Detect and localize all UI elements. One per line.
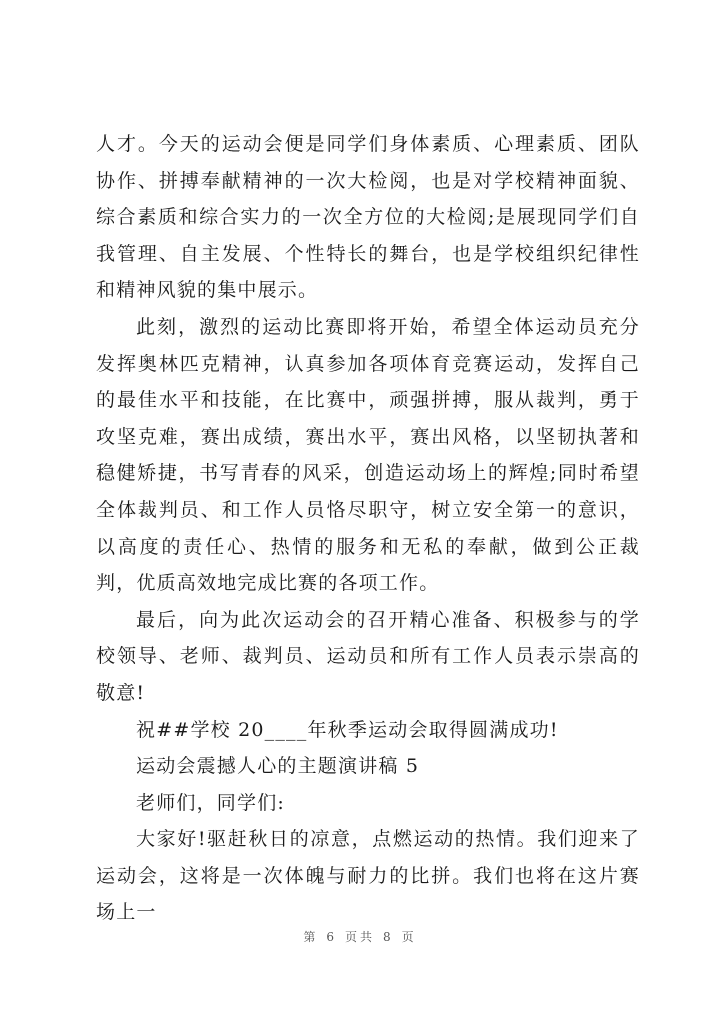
paragraph-wish: 祝##学校 20____年秋季运动会取得圆满成功! — [136, 718, 559, 741]
paragraph-athletes-hope: 此刻，激烈的运动比赛即将开始，希望全体运动员充分发挥奥林匹克精神，认真参加各项体育竞赛运动，发挥自己的最佳水平和技能，在比赛中，顽强拼搏，服从裁判，勇于攻坚克难，赛出成绩，赛出水平，赛出风格，以坚韧执著和稳健矫捷，书写青春的风采，创造运动场上的辉煌;同时希望全体裁判员、和工作人员恪尽职守，树立安全第一的意识，以高度的责任心、热情的服务和无私的奉献，做到公正裁判，优质高效地完成比赛的各项工作。 — [96, 315, 640, 595]
paragraph-continuation: 人才。今天的运动会便是同学们身体素质、心理素质、团队协作、拼搏奉献精神的一次大检阅，也是对学校精神面貌、综合素质和综合实力的一次全方位的大检阅;是展现同学们自我管理、自主发展、个性特长的舞台，也是学校组织纪律性和精神风貌的集中展示。 — [96, 133, 640, 302]
page-number-footer — [0, 928, 720, 945]
page-label-mid: 页共 — [344, 930, 375, 944]
speech-title: 运动会震撼人心的主题演讲稿 5 — [136, 755, 420, 778]
current-page-number: 6 — [326, 930, 337, 944]
page-label-prefix: 第 — [303, 930, 319, 944]
document-body — [96, 126, 640, 931]
total-pages-number: 8 — [383, 930, 394, 944]
paragraph-opening: 大家好!驱赶秋日的凉意，点燃运动的热情。我们迎来了运动会，这将是一次体魄与耐力的比拼。我们也将在这片赛场上一 — [96, 828, 640, 924]
paragraph-thanks: 最后，向为此次运动会的召开精心准备、积极参与的学校领导、老师、裁判员、运动员和所有工作人员表示崇高的敬意! — [96, 608, 640, 704]
salutation: 老师们，同学们: — [136, 791, 286, 814]
page-label-suffix: 页 — [401, 930, 417, 944]
